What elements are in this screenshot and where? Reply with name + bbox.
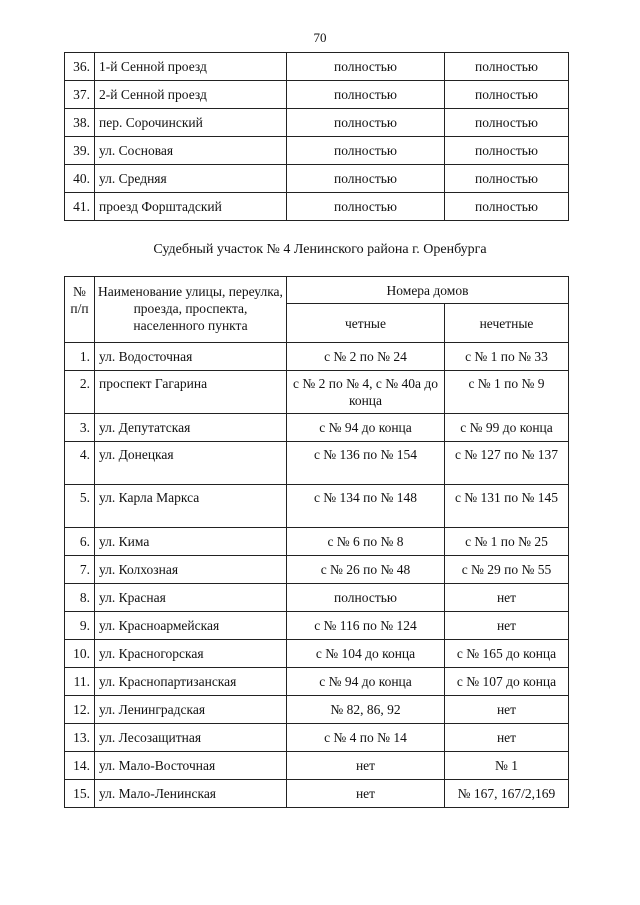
header-even: четные [287,304,445,343]
row-number: 36. [65,53,95,81]
street-name: проспект Гагарина [95,371,287,414]
odd-houses: с № 127 по № 137 [445,442,569,485]
table-row [65,193,569,221]
row-number: 4. [65,442,95,485]
row-number: 5. [65,485,95,528]
odd-houses: нет [445,696,569,724]
streets-table-continued [64,52,569,221]
even-houses: с № 4 по № 14 [287,724,445,752]
odd-houses: с № 107 до конца [445,668,569,696]
street-name: ул. Краснопартизанская [95,668,287,696]
odd-houses: с № 1 по № 25 [445,528,569,556]
street-name: ул. Сосновая [95,137,287,165]
odd-houses: с № 1 по № 33 [445,343,569,371]
even-houses: с № 116 по № 124 [287,612,445,640]
table-row [65,414,569,442]
header-name: Наименование улицы, переулка, проезда, проспекта, населенного пункта [95,277,287,343]
row-number: 2. [65,371,95,414]
street-name: ул. Донецкая [95,442,287,485]
street-name: ул. Ленинградская [95,696,287,724]
table-row [65,752,569,780]
table-row [65,612,569,640]
odd-houses: с № 29 по № 55 [445,556,569,584]
street-name: ул. Красная [95,584,287,612]
even-houses: полностью [287,584,445,612]
table-row [65,696,569,724]
even-houses: с № 2 по № 4, с № 40а до конца [287,371,445,414]
even-houses: нет [287,752,445,780]
even-houses: полностью [287,81,445,109]
even-houses: полностью [287,53,445,81]
street-name: ул. Кима [95,528,287,556]
table-row [65,668,569,696]
odd-houses: с № 165 до конца [445,640,569,668]
even-houses: с № 6 по № 8 [287,528,445,556]
odd-houses: с № 1 по № 9 [445,371,569,414]
odd-houses: полностью [445,53,569,81]
row-number: 13. [65,724,95,752]
odd-houses: нет [445,584,569,612]
header-odd: нечетные [445,304,569,343]
row-number: 3. [65,414,95,442]
even-houses: с № 134 по № 148 [287,485,445,528]
even-houses: с № 104 до конца [287,640,445,668]
street-name: пер. Сорочинский [95,109,287,137]
odd-houses: № 167, 167/2,169 [445,780,569,808]
street-name: ул. Средняя [95,165,287,193]
streets-table [64,276,569,808]
odd-houses: полностью [445,81,569,109]
table-row [65,724,569,752]
even-houses: нет [287,780,445,808]
table-row [65,640,569,668]
table-row [65,137,569,165]
row-number: 15. [65,780,95,808]
street-name: ул. Колхозная [95,556,287,584]
row-number: 10. [65,640,95,668]
odd-houses: с № 131 по № 145 [445,485,569,528]
section-title: Судебный участок № 4 Ленинского района г. Оренбурга [153,242,487,257]
row-number: 41. [65,193,95,221]
table-row [65,371,569,414]
table-row [65,780,569,808]
even-houses: полностью [287,109,445,137]
street-name: ул. Водосточная [95,343,287,371]
table-row [65,528,569,556]
even-houses: полностью [287,193,445,221]
row-number: 8. [65,584,95,612]
street-name: ул. Карла Маркса [95,485,287,528]
row-number: 14. [65,752,95,780]
odd-houses: полностью [445,165,569,193]
even-houses: с № 2 по № 24 [287,343,445,371]
row-number: 40. [65,165,95,193]
table-row [65,343,569,371]
street-name: ул. Красногорская [95,640,287,668]
even-houses: с № 136 по № 154 [287,442,445,485]
table-row [65,81,569,109]
street-name: ул. Мало-Восточная [95,752,287,780]
street-name: ул. Депутатская [95,414,287,442]
even-houses: полностью [287,165,445,193]
odd-houses: № 1 [445,752,569,780]
row-number: 11. [65,668,95,696]
street-name: ул. Мало-Ленинская [95,780,287,808]
table-row [65,485,569,528]
even-houses: № 82, 86, 92 [287,696,445,724]
even-houses: с № 94 до конца [287,668,445,696]
table-header-row [65,277,569,304]
row-number: 9. [65,612,95,640]
table-row [65,165,569,193]
street-name: проезд Форштадский [95,193,287,221]
odd-houses: полностью [445,137,569,165]
row-number: 37. [65,81,95,109]
row-number: 12. [65,696,95,724]
street-name: ул. Красноармейская [95,612,287,640]
even-houses: с № 26 по № 48 [287,556,445,584]
odd-houses: полностью [445,109,569,137]
header-num: № п/п [65,277,95,343]
table-row [65,109,569,137]
even-houses: с № 94 до конца [287,414,445,442]
table-row [65,556,569,584]
row-number: 39. [65,137,95,165]
row-number: 7. [65,556,95,584]
street-name: 2-й Сенной проезд [95,81,287,109]
row-number: 1. [65,343,95,371]
street-name: ул. Лесозащитная [95,724,287,752]
row-number: 38. [65,109,95,137]
table-row [65,584,569,612]
table-row [65,53,569,81]
street-name: 1-й Сенной проезд [95,53,287,81]
odd-houses: полностью [445,193,569,221]
odd-houses: нет [445,724,569,752]
page-number: 70 [313,30,327,45]
table-row [65,442,569,485]
row-number: 6. [65,528,95,556]
header-houses: Номера домов [287,277,569,304]
even-houses: полностью [287,137,445,165]
odd-houses: нет [445,612,569,640]
odd-houses: с № 99 до конца [445,414,569,442]
